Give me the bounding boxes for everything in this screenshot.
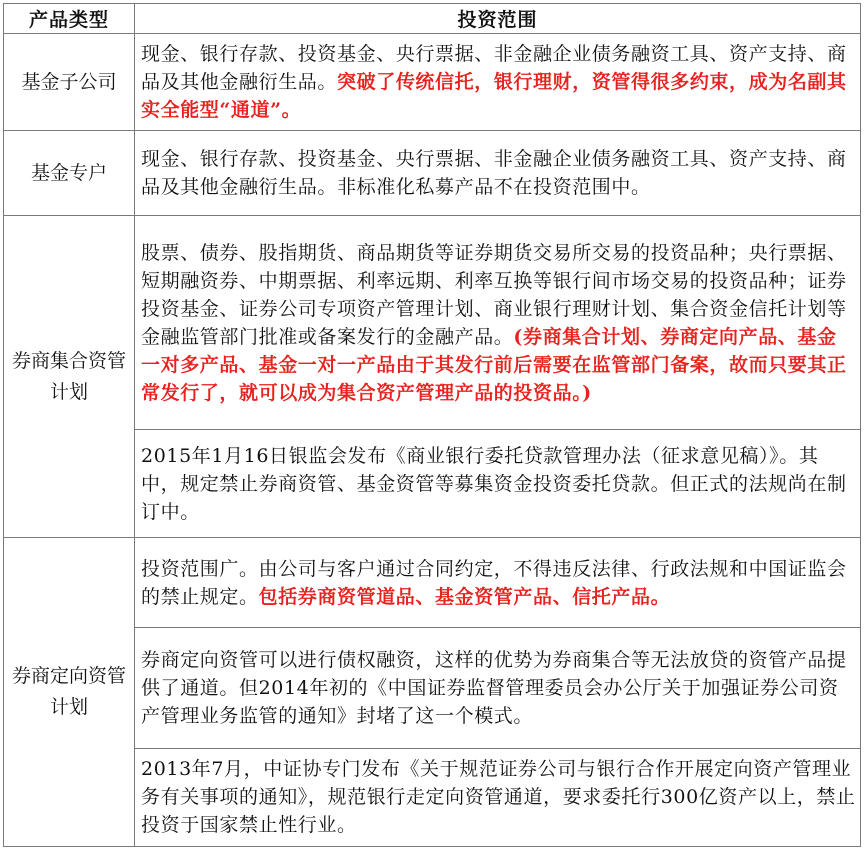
product-type-label: 券商定向资管计划	[11, 665, 126, 719]
table-row	[4, 538, 861, 628]
scope-text: 2013年7月，中证协专门发布《关于规范证券公司与银行合作开展定向资产管理业务有关事项的通知》，规范银行走定向资管通道，要求委托行300亿资产以上，禁止投资于国家禁止性行业。	[141, 758, 856, 837]
table-row	[4, 131, 861, 216]
scope-highlight-text: (券商集合计划、券商定向产品、基金一对多产品、基金一对一产品由于其发行前后需要在监管部门备案，故而只要其正常发行了，就可以成为集合资产管理产品的投资品。)	[141, 325, 847, 404]
scope-highlight-text: 包括券商资管道品、基金资管产品、信托产品。	[258, 585, 671, 608]
scope-text: 投资范围广。由公司与客户通过合同约定，不得违反法律、行政法规和中国证监会的禁止规定。	[141, 557, 847, 608]
scope-cell	[135, 34, 861, 131]
scope-cell	[135, 429, 861, 537]
header-row	[4, 4, 861, 34]
scope-cell	[135, 538, 861, 628]
product-type-label: 基金专户	[30, 161, 107, 184]
header-product-type: 产品类型	[4, 4, 135, 34]
scope-text: 股票、债券、股指期货、商品期货等证券期货交易所交易的投资品种；央行票据、短期融资券、中期票据、利率远期、利率互换等银行间市场交易的投资品种；证券投资基金、证券公司专项资产管理计划、商业银行理财计划、集合资金信托计划等金融监管部门批准或备案发行的金融产品。	[141, 241, 847, 348]
scope-text: 现金、银行存款、投资基金、央行票据、非金融企业债务融资工具、资产支持、商品及其他金融衍生品。非标准化私募产品不在投资范围中。	[141, 148, 847, 199]
scope-cell	[135, 628, 861, 748]
product-type-label: 基金子公司	[21, 70, 117, 93]
scope-highlight-text: 突破了传统信托，银行理财，资管得很多约束，成为名副其实全能型“通道”。	[141, 71, 847, 122]
table-row	[4, 216, 861, 430]
scope-cell	[135, 748, 861, 846]
investment-scope-table	[3, 3, 861, 847]
table-row	[4, 34, 861, 131]
product-type-cell	[4, 538, 135, 847]
scope-text: 2015年1月16日银监会发布《商业银行委托贷款管理办法（征求意见稿）》。其中，规定禁止券商资管、基金资管等募集资金投资委托贷款。但正式的法规尚在制订中。	[141, 444, 847, 523]
scope-cell	[135, 131, 861, 216]
product-type-cell	[4, 131, 135, 216]
header-investment-scope: 投资范围	[135, 4, 861, 34]
scope-text: 现金、银行存款、投资基金、央行票据、非金融企业债务融资工具、资产支持、商品及其他金融衍生品。	[141, 43, 847, 94]
product-type-label: 券商集合资管计划	[11, 349, 126, 403]
scope-cell	[135, 216, 861, 430]
product-type-cell	[4, 216, 135, 538]
product-type-cell	[4, 34, 135, 131]
scope-text: 券商定向资管可以进行债权融资，这样的优势为券商集合等无法放贷的资管产品提供了通道。但2014年初的《中国证券监督管理委员会办公厅关于加强证券公司资产管理业务监管的通知》封堵了这一个模式。	[141, 649, 847, 728]
